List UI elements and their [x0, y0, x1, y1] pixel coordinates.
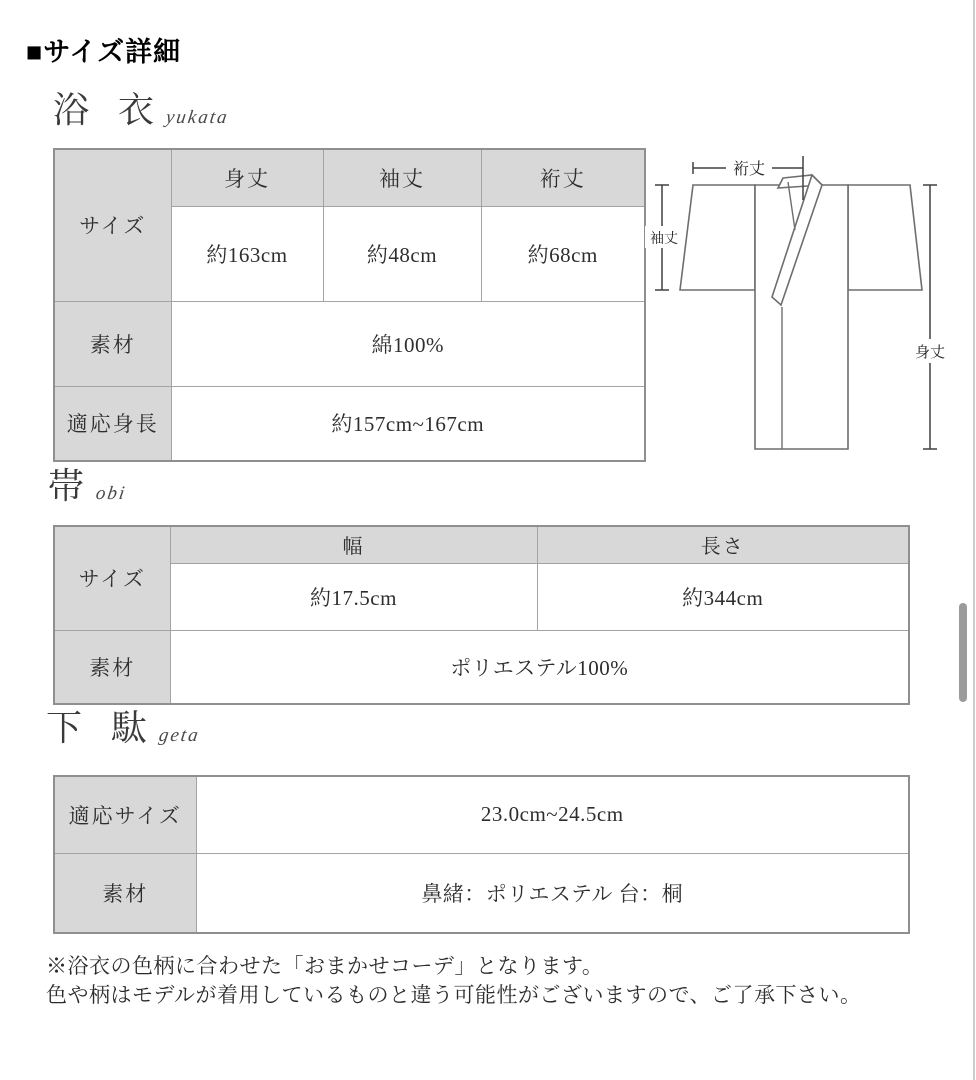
- obi-section-title: [48, 468, 126, 504]
- vertical-scrollbar-thumb[interactable]: [959, 603, 967, 702]
- yukata-col-header-sodetake: 袖丈: [323, 149, 481, 206]
- yukata-size-label: サイズ: [54, 149, 171, 301]
- footnote: [46, 952, 862, 1010]
- window-right-border: [973, 0, 975, 1080]
- geta-material-value: 鼻緒：ポリエステル 台：桐: [196, 853, 909, 933]
- yukata-value-mitake: 約163cm: [171, 206, 323, 301]
- yukata-col-header-mitake: 身丈: [171, 149, 323, 206]
- yukata-value-yukitake: 約68cm: [481, 206, 645, 301]
- obi-material-label: 素材: [54, 630, 170, 704]
- obi-size-table: [53, 525, 910, 705]
- geta-size-table: [53, 775, 910, 934]
- obi-material-value: ポリエステル100%: [170, 630, 909, 704]
- footnote-line-2: 色や柄はモデルが着用しているものと違う可能性がございますので、ご了承下さい。: [46, 983, 862, 1007]
- geta-fit-label: 適応サイズ: [54, 776, 196, 853]
- kimono-left-sleeve: [680, 185, 755, 290]
- yukata-title-kanji: 浴 衣: [53, 90, 165, 130]
- geta-title-kanji: 下 駄: [46, 708, 158, 748]
- page-title: ■サイズ詳細: [26, 37, 182, 67]
- obi-title-kanji: 帯: [48, 466, 95, 506]
- yukata-height-label: 適応身長: [54, 386, 171, 461]
- obi-value-width: 約17.5cm: [170, 563, 537, 630]
- geta-title-script: geta: [157, 725, 202, 746]
- geta-section-title: [46, 710, 200, 746]
- yukata-title-script: yukata: [164, 107, 231, 128]
- footnote-line-1: ※浴衣の色柄に合わせた「おまかせコーデ」となります。: [46, 954, 604, 978]
- diagram-label-yukitake: 裄丈: [732, 161, 766, 178]
- yukata-material-value: 綿100%: [171, 301, 645, 386]
- geta-fit-value: 23.0cm~24.5cm: [196, 776, 909, 853]
- kimono-right-sleeve: [848, 185, 922, 290]
- obi-title-script: obi: [94, 483, 128, 504]
- geta-material-label: 素材: [54, 853, 196, 933]
- diagram-label-sodetake: 袖丈: [650, 232, 678, 247]
- yukata-height-value: 約157cm~167cm: [171, 386, 645, 461]
- obi-value-length: 約344cm: [537, 563, 909, 630]
- yukata-section-title: [53, 92, 229, 128]
- yukata-material-label: 素材: [54, 301, 171, 386]
- obi-size-label: サイズ: [54, 526, 170, 630]
- diagram-label-mitake: 身丈: [914, 345, 946, 361]
- kimono-measurement-diagram: [640, 138, 976, 483]
- yukata-col-header-yukitake: 裄丈: [481, 149, 645, 206]
- yukata-value-sodetake: 約48cm: [323, 206, 481, 301]
- obi-col-header-length: 長さ: [537, 526, 909, 563]
- yukata-size-table: [53, 148, 646, 462]
- obi-col-header-width: 幅: [170, 526, 537, 563]
